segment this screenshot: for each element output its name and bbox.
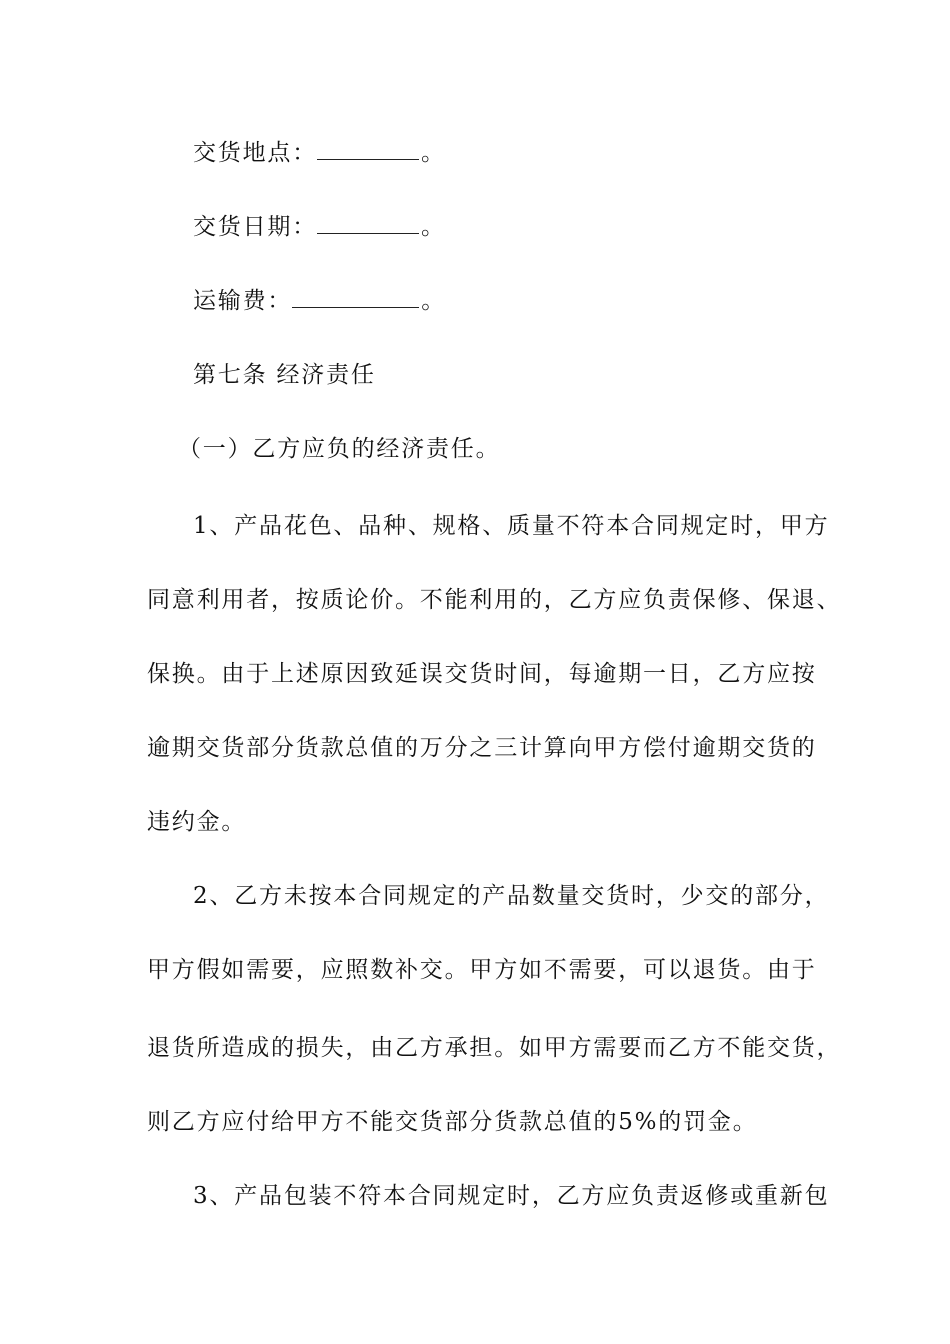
item2-line-1: 2、乙方未按本合同规定的产品数量交货时，少交的部分， xyxy=(193,883,830,909)
delivery-date-end: 。 xyxy=(421,214,446,240)
item1-line-3: 保换。由于上述原因致延误交货时间，每逾期一日，乙方应按 xyxy=(147,661,817,687)
item1-line-4: 逾期交货部分货款总值的万分之三计算向甲方偿付逾期交货的 xyxy=(147,735,817,761)
section-one-title: （一）乙方应负的经济责任。 xyxy=(178,436,501,462)
delivery-date-line xyxy=(0,211,950,243)
delivery-date-blank xyxy=(317,213,419,234)
item1-line-2: 同意利用者，按质论价。不能利用的，乙方应负责保修、保退、 xyxy=(147,587,842,613)
item3-line-1: 3、产品包装不符本合同规定时，乙方应负责返修或重新包 xyxy=(193,1183,830,1209)
item1-line-1: 1、产品花色、品种、规格、质量不符本合同规定时，甲方 xyxy=(193,513,830,539)
delivery-place-end: 。 xyxy=(421,140,446,166)
transport-fee-label: 运输费： xyxy=(193,288,293,314)
transport-fee-line xyxy=(0,285,950,317)
delivery-place-line xyxy=(0,137,950,169)
transport-fee-end: 。 xyxy=(421,288,447,314)
item2-line-2: 甲方假如需要，应照数补交。甲方如不需要，可以退货。由于 xyxy=(147,957,817,983)
article-seven-title: 第七条 经济责任 xyxy=(193,362,376,388)
delivery-place-blank xyxy=(317,139,419,160)
delivery-place-label: 交货地点： xyxy=(193,140,317,166)
delivery-date-label: 交货日期： xyxy=(193,214,317,240)
item2-line-4: 则乙方应付给甲方不能交货部分货款总值的5%的罚金。 xyxy=(147,1109,758,1135)
item1-line-5: 违约金。 xyxy=(147,809,247,835)
item2-line-3: 退货所造成的损失，由乙方承担。如甲方需要而乙方不能交货， xyxy=(147,1035,842,1061)
transport-fee-blank xyxy=(292,287,419,308)
